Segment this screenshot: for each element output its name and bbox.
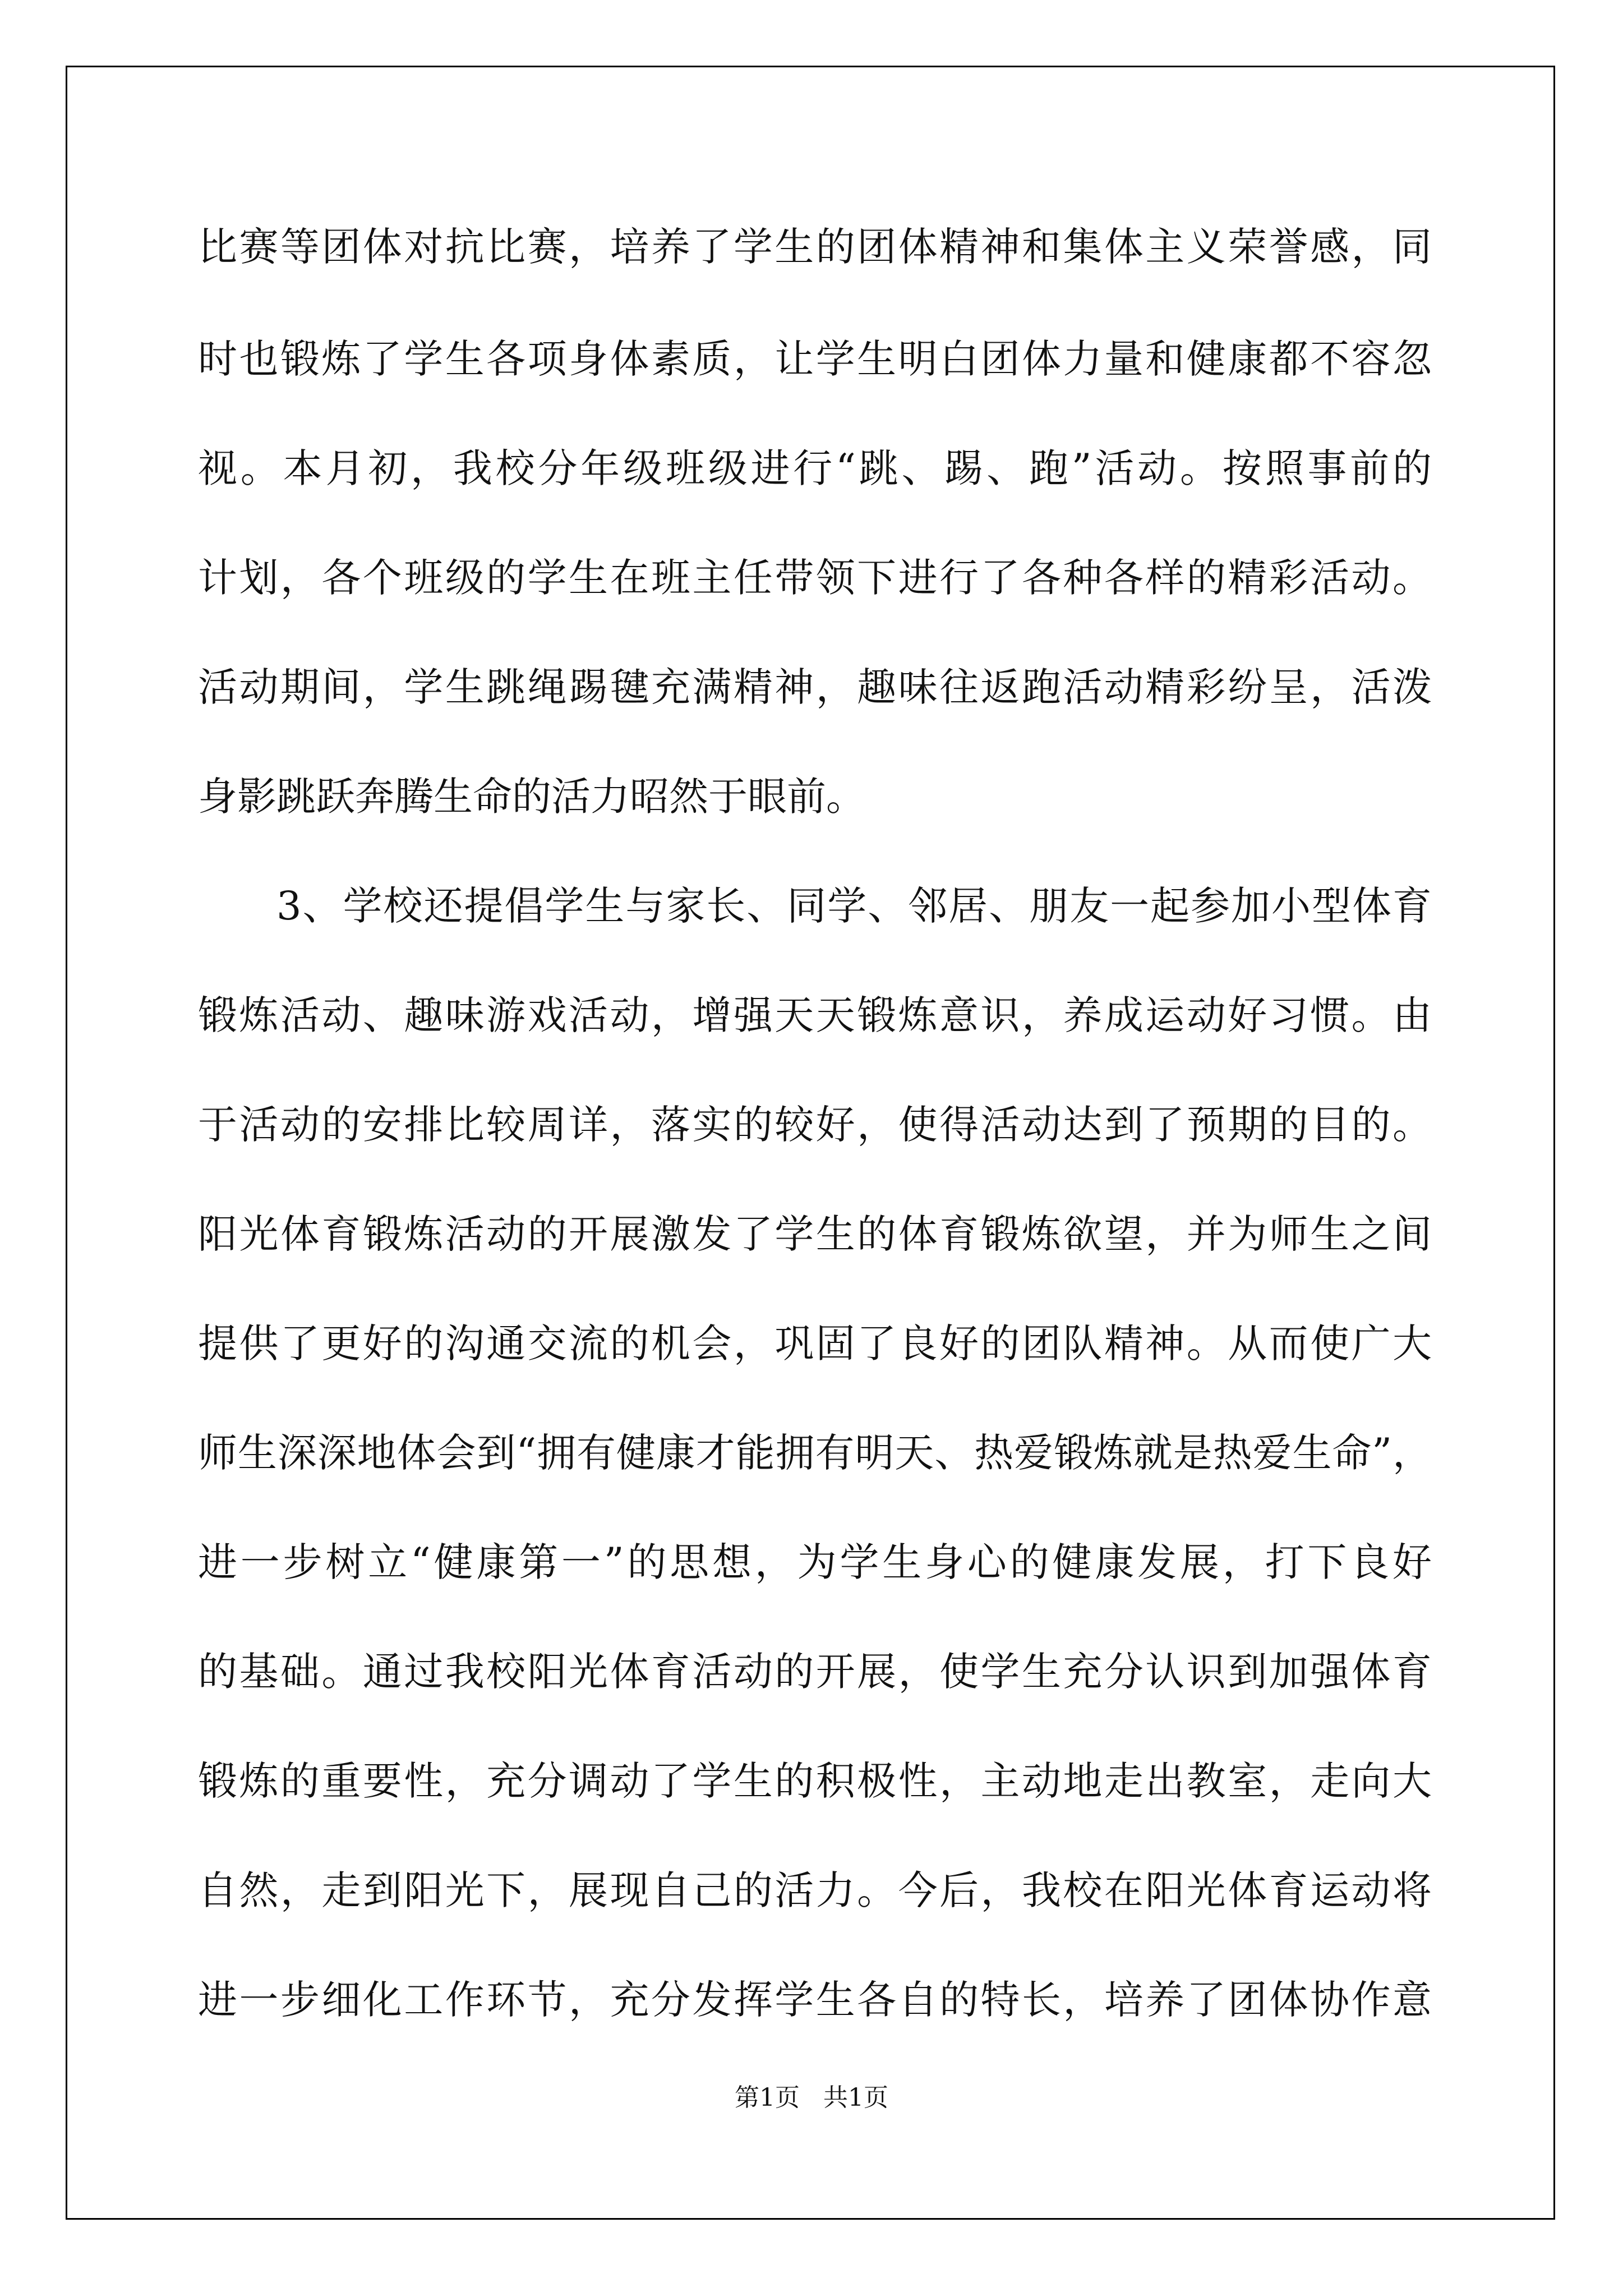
text-line: 锻炼活动、趣味游戏活动，增强天天锻炼意识，养成运动好习惯。由 xyxy=(198,992,1432,1038)
text-line: 进一步细化工作环节，充分发挥学生各自的特长，培养了团体协作意 xyxy=(198,1977,1432,2023)
text-line: 自然，走到阳光下，展现自己的活力。今后，我校在阳光体育运动将 xyxy=(198,1867,1432,1913)
text-line: 阳光体育锻炼活动的开展激发了学生的体育锻炼欲望，并为师生之间 xyxy=(198,1211,1432,1257)
text-line: 进一步树立“健康第一”的思想，为学生身心的健康发展，打下良好 xyxy=(198,1539,1432,1585)
text-line: 计划，各个班级的学生在班主任带领下进行了各种各样的精彩活动。 xyxy=(198,555,1432,601)
text-line: 时也锻炼了学生各项身体素质，让学生明白团体力量和健康都不容忽 xyxy=(198,336,1432,382)
text-line: 身影跳跃奔腾生命的活力昭然于眼前。 xyxy=(198,774,865,820)
text-line: 锻炼的重要性，充分调动了学生的积极性，主动地走出教室，走向大 xyxy=(198,1758,1432,1804)
text-line: 的基础。通过我校阳光体育活动的开展，使学生充分认识到加强体育 xyxy=(198,1649,1432,1695)
text-line: 提供了更好的沟通交流的机会，巩固了良好的团队精神。从而使广大 xyxy=(198,1320,1432,1366)
text-line: 视。本月初，我校分年级班级进行“跳、踢、跑”活动。按照事前的 xyxy=(198,445,1432,491)
text-line: 师生深深地体会到“拥有健康才能拥有明天、热爱锻炼就是热爱生命”， xyxy=(198,1430,1432,1476)
text-line: 比赛等团体对抗比赛，培养了学生的团体精神和集体主义荣誉感，同 xyxy=(198,224,1432,270)
paragraph-first-line: 3、学校还提倡学生与家长、同学、邻居、朋友一起参加小型体育 xyxy=(276,883,1432,929)
text-line: 活动期间，学生跳绳踢毽充满精神，趣味往返跑活动精彩纷呈，活泼 xyxy=(198,664,1432,710)
text-line: 于活动的安排比较周详，落实的较好，使得活动达到了预期的目的。 xyxy=(198,1102,1432,1148)
page-footer: 第1页 共1页 xyxy=(735,2083,888,2112)
